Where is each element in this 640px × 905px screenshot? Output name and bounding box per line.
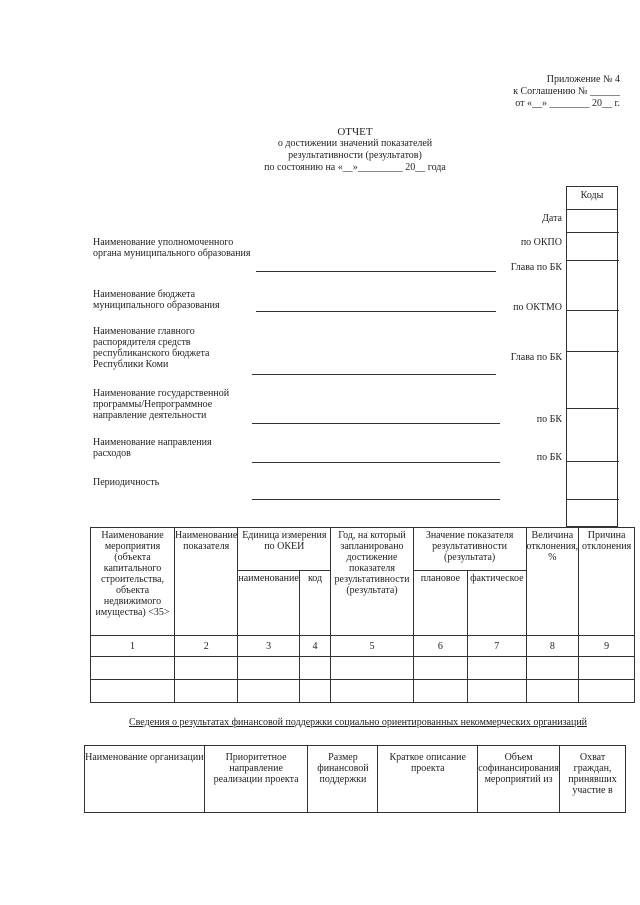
indicators-table bbox=[90, 527, 635, 703]
field-line-program bbox=[252, 423, 500, 424]
code-label-bk-2: по БК bbox=[536, 452, 562, 463]
codes-box bbox=[566, 209, 618, 527]
appendix-block bbox=[470, 74, 620, 110]
code-label-date: Дата bbox=[542, 213, 562, 224]
col-num-2: 2 bbox=[175, 636, 238, 657]
appendix-line-2: к Соглашению № ______ bbox=[513, 86, 620, 97]
field-label-period: Периодичность bbox=[93, 477, 160, 488]
table-cell bbox=[468, 657, 526, 680]
th-actual: фактическое bbox=[468, 571, 526, 636]
field-label-budget: Наименование бюджета муниципального образования bbox=[93, 289, 220, 311]
code-cell-bk-1 bbox=[567, 409, 619, 462]
title-line-3: результативности (результатов) bbox=[288, 150, 422, 161]
table-cell bbox=[331, 680, 413, 703]
th-event: Наименование мероприятия (объекта капитального строительства, объекта недвижимого имущества) <35> bbox=[91, 528, 175, 636]
code-label-okpo: по ОКПО bbox=[520, 237, 562, 248]
table-row bbox=[91, 657, 635, 680]
th-indicator: Наименование показателя bbox=[175, 528, 238, 636]
title-line-4: по состоянию на «__»_________ 20__ года bbox=[264, 162, 446, 173]
th-unit-name: наименование bbox=[238, 571, 299, 636]
table-cell bbox=[175, 657, 238, 680]
table-cell bbox=[413, 657, 467, 680]
th-size: Размер финансовой поддержки bbox=[308, 746, 378, 813]
code-cell-glava-2 bbox=[567, 352, 619, 409]
table-cell bbox=[579, 680, 635, 703]
th-org: Наименование организации bbox=[85, 746, 205, 813]
col-num-5: 5 bbox=[331, 636, 413, 657]
title-line-1: ОТЧЕТ bbox=[337, 126, 373, 138]
table-row bbox=[91, 680, 635, 703]
field-label-organ: Наименование уполномоченного органа муниципального образования bbox=[93, 237, 251, 259]
table-cell bbox=[91, 680, 175, 703]
field-line-grbs bbox=[252, 374, 496, 375]
th-unit-code: код bbox=[299, 571, 331, 636]
th-priority: Приоритетное направление реализации проекта bbox=[204, 746, 308, 813]
code-label-glava-2: Глава по БК bbox=[510, 352, 562, 363]
nko-table bbox=[84, 745, 626, 813]
table-cell bbox=[468, 680, 526, 703]
col-num-8: 8 bbox=[526, 636, 579, 657]
table-cell bbox=[331, 657, 413, 680]
col-num-3: 3 bbox=[238, 636, 299, 657]
table-cell bbox=[526, 657, 579, 680]
code-label-glava-1: Глава по БК bbox=[510, 262, 562, 273]
table-cell bbox=[91, 657, 175, 680]
code-cell-date bbox=[567, 210, 619, 233]
code-cell-oktmo bbox=[567, 311, 619, 352]
appendix-line-3: от «__» ________ 20__ г. bbox=[515, 98, 620, 109]
code-label-oktmo: по ОКТМО bbox=[513, 302, 562, 313]
table-cell bbox=[238, 680, 299, 703]
th-volume: Объем софинансирования мероприятий из bbox=[478, 746, 560, 813]
col-num-1: 1 bbox=[91, 636, 175, 657]
th-coverage: Охват граждан, принявших участие в bbox=[560, 746, 626, 813]
code-cell-glava-1 bbox=[567, 261, 619, 311]
codes-column bbox=[566, 186, 618, 527]
table-cell bbox=[299, 680, 331, 703]
table-cell bbox=[299, 657, 331, 680]
field-line-organ bbox=[256, 271, 496, 272]
column-numbers-row bbox=[91, 636, 635, 657]
field-label-grbs: Наименование главного распорядителя средств республиканского бюджета Республики Коми bbox=[93, 326, 210, 370]
col-num-4: 4 bbox=[299, 636, 331, 657]
field-line-period bbox=[252, 499, 500, 500]
col-num-6: 6 bbox=[413, 636, 467, 657]
table-cell bbox=[175, 680, 238, 703]
field-label-direction: Наименование направления расходов bbox=[93, 437, 212, 459]
th-reason: Причина отклонения bbox=[579, 528, 635, 636]
title-line-2: о достижении значений показателей bbox=[277, 138, 433, 149]
appendix-line-1: Приложение № 4 bbox=[546, 74, 620, 85]
col-num-7: 7 bbox=[468, 636, 526, 657]
th-planned: плановое bbox=[413, 571, 467, 636]
table-cell bbox=[526, 680, 579, 703]
th-unit: Единица измерения по ОКЕИ bbox=[238, 528, 331, 571]
col-num-9: 9 bbox=[579, 636, 635, 657]
code-cell-okpo bbox=[567, 233, 619, 261]
code-cell-bk-2 bbox=[567, 462, 619, 500]
section-title-nko: Сведения о результатах финансовой поддержки социально ориентированных некоммерческих организаций bbox=[128, 717, 588, 728]
th-value: Значение показателя результативности (результата) bbox=[413, 528, 526, 571]
codes-header: Коды bbox=[566, 186, 618, 209]
code-label-bk-1: по БК bbox=[536, 414, 562, 425]
field-line-direction bbox=[252, 462, 500, 463]
table-cell bbox=[413, 680, 467, 703]
table-cell bbox=[238, 657, 299, 680]
table-cell bbox=[579, 657, 635, 680]
th-year: Год, на который запланировано достижение показателя результативности (результата) bbox=[331, 528, 413, 636]
field-line-budget bbox=[256, 311, 496, 312]
th-deviation: Величина отклонения, % bbox=[526, 528, 579, 636]
report-title bbox=[240, 126, 470, 174]
th-description: Краткое описание проекта bbox=[378, 746, 478, 813]
field-label-program: Наименование государственной программы/Непрограммное направление деятельности bbox=[93, 388, 230, 421]
